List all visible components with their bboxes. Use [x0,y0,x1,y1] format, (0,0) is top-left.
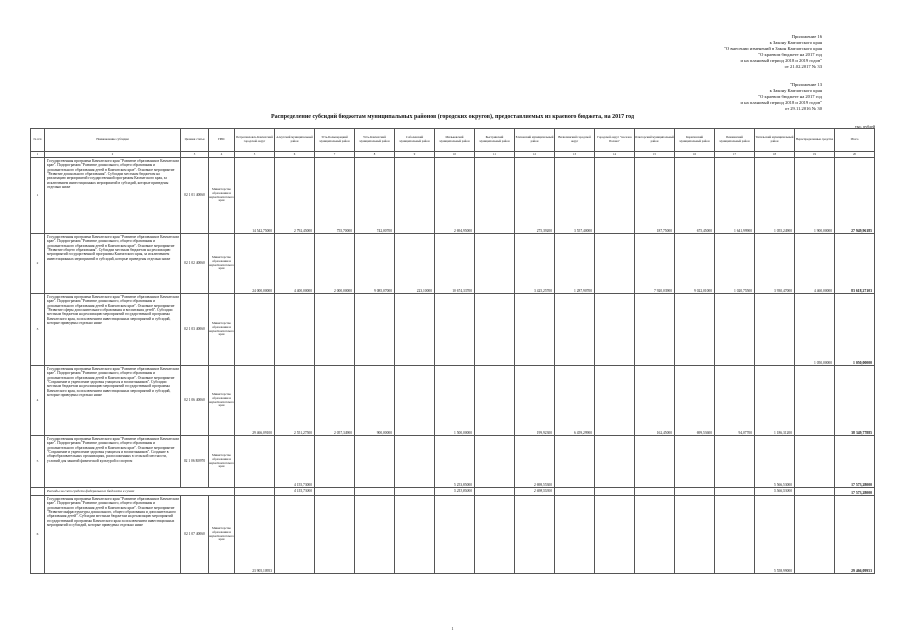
total-cell: 17 573,28000 [835,488,875,496]
amount-cell: 4 155,73000 [275,436,315,488]
amount-cell: 2 792,45000 [275,158,315,234]
column-header: Городской округ "поселок Палана" [595,129,635,152]
subsidy-name: Государственная программа Камчатского края "Развитие образования в Камчатском крае". Подпрограмма "Развитие дошкольного, общего образования и дополнительного образования детей в Камчатском крае". Основное мероприятие "Развитие сферы дополнительного образования и воспитания детей". Субсидии местным бюджетам на реализацию мероприятий государственной программы Камчатского края, за исключением инвестиционных мероприятий и субсидий, которые приведены отдельно ниже [45,294,181,366]
amount-cell: 94,07700 [715,366,755,436]
amount-cell: 14 542,75000 [235,158,275,234]
table-header-row [31,129,875,152]
empty-cell [31,488,45,496]
target-article-code: 02 1 02 40060 [181,234,209,294]
amount-cell [595,436,635,488]
amount-cell: 755,70000 [315,158,355,234]
amount-cell [315,488,355,496]
column-number: 19 [795,152,835,158]
amount-cell [795,496,835,574]
amount-cell [715,436,755,488]
amount-cell [355,294,395,366]
column-number: 13 [555,152,595,158]
amount-cell [595,234,635,294]
amount-cell [395,488,435,496]
amount-cell [435,294,475,366]
header-note-line: Приложение 16 [791,34,822,39]
amount-cell [595,294,635,366]
amount-cell: 5 558,99000 [755,496,795,574]
column-header: Вилючинский городской округ [555,129,595,152]
header-note-line: от 21.02.2017 № 33 [784,64,822,69]
amount-cell: 4 460,00000 [795,234,835,294]
column-number: 4 [209,152,235,158]
column-number: 9 [395,152,435,158]
amount-cell [475,234,515,294]
amount-cell [795,366,835,436]
header-note-line: "О краевом бюджете на 2017 год [758,94,822,99]
amount-cell [395,158,435,234]
total-cell: 27 949,96185 [835,158,875,234]
column-number: 5 [235,152,275,158]
amount-cell [555,294,595,366]
amount-cell [555,436,595,488]
amount-cell [395,366,435,436]
amount-cell [355,436,395,488]
amount-cell [795,488,835,496]
column-header: Нераспределенные средства [795,129,835,152]
amount-cell [475,294,515,366]
amount-cell: 4 155,73000 [275,488,315,496]
column-header: Алеутский муниципальный район [275,129,315,152]
amount-cell: 2 057,34900 [315,366,355,436]
amount-cell: 199,92300 [515,366,555,436]
subsidy-name: Государственная программа Камчатского края "Развитие образования в Камчатском крае". Подпрограмма "Развитие дошкольного, общего образования и дополнительного образования детей в Камчатском крае". Основное мероприятие "Развитие общего образования". Субсидии местным бюджетам на реализацию мероприятий государственной программы Камчатского края, за исключением инвестиционных мероприятий в субсидий, которые приведены отдельно ниже [45,234,181,294]
subsidy-name: Государственная программа Камчатского края "Развитие образования в Камчатском крае". Подпрограмма "Развитие дошкольного, общего образования и дополнительного образования детей в Камчатском крае". Основное мероприятие "Сохранение и укрепление здоровья учащихся и воспитанников". Субсидии местным бюджетам на реализацию мероприятий государственной программы Камчатского края, за исключением инвестиционных мероприятий и субсидий, которые приведены отдельно ниже [45,366,181,436]
column-header: ГРБС [209,129,235,152]
amount-cell: 223,10000 [395,234,435,294]
column-header: Наименование субсидии [45,129,181,152]
amount-cell [555,488,595,496]
amount-cell [515,294,555,366]
amount-cell [395,294,435,366]
table-row [31,436,875,488]
grbs-name: Министерство образования и науки Камчатского края [209,496,235,574]
column-number: 18 [755,152,795,158]
amount-cell [315,436,355,488]
amount-cell: 3 557,40000 [555,158,595,234]
column-number: 15 [635,152,675,158]
amount-cell: 1 050,00000 [795,294,835,366]
amount-cell: 9 085,07000 [355,234,395,294]
column-number: 11 [475,152,515,158]
grbs-name: Министерство образования и науки Камчатского края [209,294,235,366]
amount-cell: 1 020,75500 [715,234,755,294]
amount-cell [475,488,515,496]
column-header: Петропавловск-Камчатский городской округ [235,129,275,152]
subsidy-name: Государственная программа Камчатского края "Развитие образования в Камчатском крае". Подпрограмма "Развитие дошкольного, общего образования и дополнительного образования детей в Камчатском крае". Основное мероприятие "Развитие дошкольного образования". Субсидии местным бюджетам на реализацию мероприятий государственной программы Камчатского края, за исключением инвестиционных мероприятий в субсидий, которые приведены отдельно ниже [45,158,181,234]
grbs-name: Министерство образования и науки Камчатского края [209,366,235,436]
page-number: 1 [451,626,454,631]
total-cell: 1 050,00000 [835,294,875,366]
grbs-name: Министерство образования и науки Камчатского края [209,234,235,294]
total-cell: 17 573,28000 [835,436,875,488]
amount-cell: 5 253,85000 [435,488,475,496]
target-article-code: 02 1 06 40060 [181,366,209,436]
amount-cell [395,436,435,488]
amount-cell [675,496,715,574]
column-number: 14 [595,152,635,158]
amount-cell [635,488,675,496]
column-header: Целевая статья [181,129,209,152]
row-number: 4 [31,366,45,436]
row-number: 1 [31,158,45,234]
column-header: Тигильский муниципальный район [755,129,795,152]
amount-cell: 162,45000 [635,366,675,436]
amount-cell [755,294,795,366]
column-header: Мильковский муниципальный район [435,129,475,152]
total-cell: 29 466,09953 [835,496,875,574]
amount-cell [595,496,635,574]
header-note-1 [724,34,822,70]
amount-cell: 1 900,00000 [795,158,835,234]
table-row [31,234,875,294]
amount-cell [795,436,835,488]
amount-cell [355,488,395,496]
column-number: 10 [435,152,475,158]
amount-cell [635,294,675,366]
table-subrow [31,488,875,496]
amount-cell: 2 698,55300 [515,436,555,488]
amount-cell [675,294,715,366]
amount-cell [475,158,515,234]
amount-cell: 2 551,27500 [275,366,315,436]
grbs-name: Министерство образования и науки Камчатского края [209,158,235,234]
header-note-line: от 29.11.2016 № 30 [784,106,822,111]
table-row [31,294,875,366]
header-note-line: к Закону Камчатского края [769,40,822,45]
amount-cell: 2 694,95000 [435,158,475,234]
column-number: 20 [835,152,875,158]
row-number: 2 [31,234,45,294]
amount-cell [315,496,355,574]
column-header: Усть-Большерецкий муниципальный район [315,129,355,152]
amount-cell [235,294,275,366]
header-note-2 [741,82,822,112]
amount-cell: 6 459,29900 [555,366,595,436]
amount-cell: 7 920,03900 [635,234,675,294]
row-number: 3 [31,294,45,366]
column-number: 12 [515,152,555,158]
grbs-name: Министерство образования и науки Камчатского края [209,436,235,488]
header-note-line: "О краевом бюджете на 2017 год [758,52,822,57]
table-row [31,158,875,234]
column-header: № п/п [31,129,45,152]
amount-cell: 3 930,47000 [755,234,795,294]
target-article-code: 02 1 01 40060 [181,158,209,234]
column-header: Быстринский муниципальный район [475,129,515,152]
header-note-line: и на плановый период 2018 и 2019 годов" [740,100,822,105]
amount-cell [395,496,435,574]
amount-cell [595,488,635,496]
amount-cell [275,496,315,574]
table-body [31,158,875,574]
amount-cell [675,436,715,488]
amount-cell: 24 000,00000 [235,234,275,294]
target-article-code: 02 1 07 40060 [181,496,209,574]
amount-cell: 29 466,09100 [235,366,275,436]
header-note-line: "О внесении изменений в Закон Камчатского края [724,46,822,51]
amount-cell: 1 641,99900 [715,158,755,234]
amount-cell: 742,00700 [355,158,395,234]
column-number: 2 [45,152,181,158]
amount-cell [515,496,555,574]
amount-cell: 699,53600 [675,366,715,436]
amount-cell [435,496,475,574]
amount-cell [475,496,515,574]
amount-cell: 675,45000 [675,158,715,234]
amount-cell: 10 674,33700 [435,234,475,294]
amount-cell [315,294,355,366]
subsidy-name: Государственная программа Камчатского края "Развитие образования в Камчатском крае". Подпрограмма "Развитие дошкольного, общего образования и дополнительного образования детей в Камчатском крае". Основное мероприятие "Развитие инфраструктуры дошкольного, общего образования и дополнительного образования детей". Субсидии местным бюджетам на реализацию мероприятий государственной программы Камчатского края за исключением инвестиционных мероприятий и субсидий, которые приведены отдельно ниже [45,496,181,574]
row-number: 6 [31,496,45,574]
target-article-code: 02 1 03 40060 [181,294,209,366]
amount-cell [475,436,515,488]
header-note-line: "Приложение 13 [789,82,822,87]
column-header: Карагинский муниципальный район [675,129,715,152]
amount-cell [715,488,755,496]
amount-cell: 1 186,31200 [755,366,795,436]
amount-cell [235,488,275,496]
amount-cell [715,496,755,574]
column-number: 7 [315,152,355,158]
header-note-line: к Закону Камчатского края [769,88,822,93]
amount-cell [635,496,675,574]
target-article-code: 02 1 06 R0970 [181,436,209,488]
column-header: Елизовский муниципальный район [515,129,555,152]
amount-cell: 5 253,85000 [435,436,475,488]
document-title: Распределение субсидий бюджетам муниципальных районов (городских округов), предоставляемых из краевого бюджета, на 2017 год [270,114,635,120]
column-number: 8 [355,152,395,158]
amount-cell [475,366,515,436]
column-number: 6 [275,152,315,158]
column-number: 16 [675,152,715,158]
column-header: Усть-Камчатский муниципальный район [355,129,395,152]
amount-cell [555,496,595,574]
table-row [31,366,875,436]
amount-cell: 2 000,00000 [315,234,355,294]
amount-cell: 5 566,53000 [755,488,795,496]
amount-cell: 187,75000 [635,158,675,234]
amount-cell: 9 022,01000 [675,234,715,294]
column-header: Соболевский муниципальный район [395,129,435,152]
subrow-label: Расходы за счет средств федерального бюджета в сумме [45,488,235,496]
subsidy-table [30,128,875,574]
amount-cell: 2 698,55300 [515,488,555,496]
amount-cell [635,436,675,488]
amount-cell: 23 905,10953 [235,496,275,574]
column-number: 17 [715,152,755,158]
amount-cell [275,294,315,366]
amount-cell: 4 400,00000 [275,234,315,294]
amount-cell: 1 055,24900 [755,158,795,234]
amount-cell: 3 425,25700 [515,234,555,294]
amount-cell: 1 287,90700 [555,234,595,294]
amount-cell [715,294,755,366]
row-number: 5 [31,436,45,488]
column-number: 1 [31,152,45,158]
amount-cell [595,366,635,436]
amount-cell [355,496,395,574]
header-note-line: и на плановый период 2018 и 2019 годов" [740,58,822,63]
column-header: Пенжинский муниципальный район [715,129,755,152]
table-row [31,496,875,574]
total-cell: 38 349,77885 [835,366,875,436]
amount-cell [235,436,275,488]
amount-cell: 1 500,00000 [435,366,475,436]
subsidy-name: Государственная программа Камчатского края "Развитие образования в Камчатском крае". Подпрограмма "Развитие дошкольного, общего образования и дополнительного образования детей в Камчатском крае". Основное мероприятие "Сохранение и укрепление здоровья учащихся и воспитанников". Создание в общеобразовательных организациях, расположенных в сельской местности, условий для занятий физической культурой и спортом [45,436,181,488]
column-header: Итого [835,129,875,152]
amount-cell: 275,39200 [515,158,555,234]
total-cell: 83 618,27103 [835,234,875,294]
column-header: Олюторский муниципальный район [635,129,675,152]
amount-cell [595,158,635,234]
column-number: 3 [181,152,209,158]
amount-cell: 5 566,53000 [755,436,795,488]
units-label: тыс. рублей [855,124,875,129]
amount-cell: 900,00000 [355,366,395,436]
amount-cell [675,488,715,496]
